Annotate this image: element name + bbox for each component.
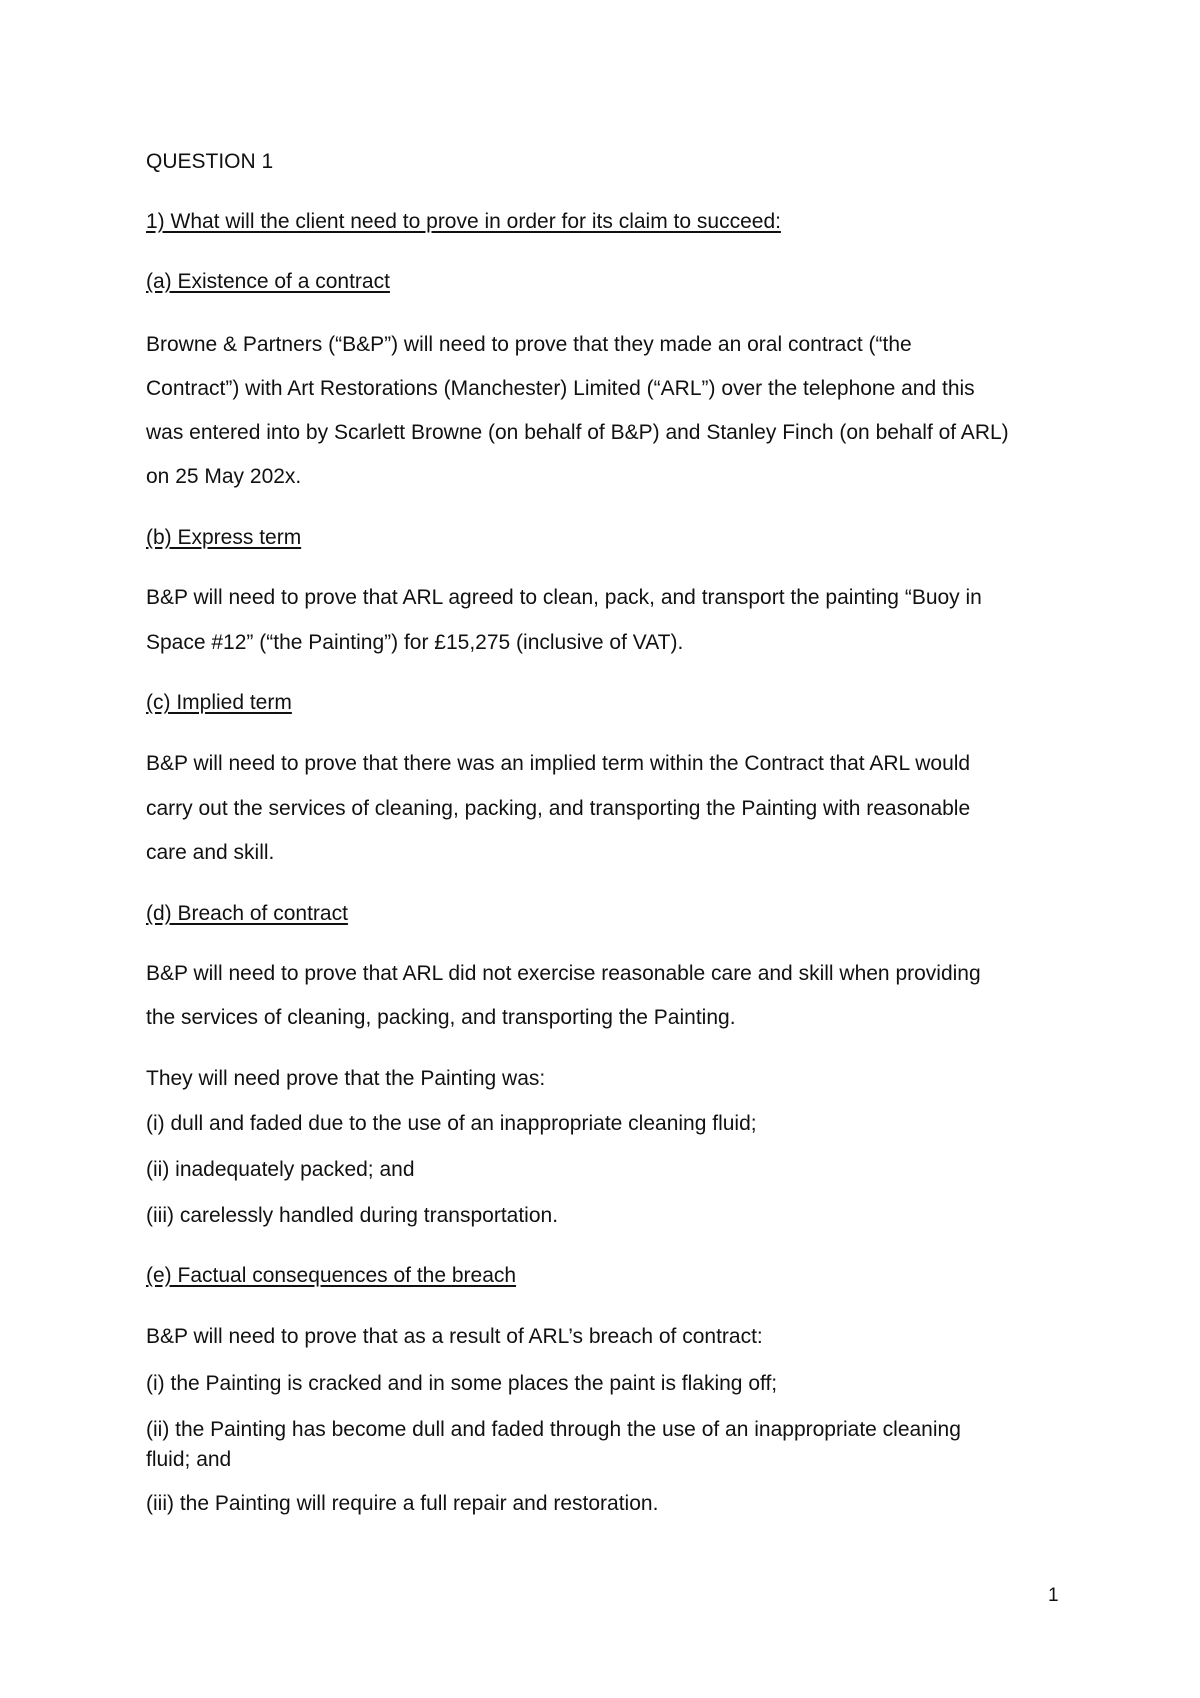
section-b-heading: (b) Express term <box>146 526 302 549</box>
section-d-list-item: (iii) carelessly handled during transportation. <box>146 1204 559 1227</box>
section-e-list-item: fluid; and <box>146 1448 232 1471</box>
section-b-line: B&P will need to prove that ARL agreed to clean, pack, and transport the painting “Buoy in <box>146 586 982 609</box>
section-c-heading: (c) Implied term <box>146 691 292 714</box>
section-d-list-item: (ii) inadequately packed; and <box>146 1158 415 1181</box>
section-b-line: Space #12” (“the Painting”) for £15,275 (inclusive of VAT). <box>146 631 684 654</box>
section-a-line: on 25 May 202x. <box>146 465 302 488</box>
section-c-line: care and skill. <box>146 841 275 864</box>
question-prompt: 1) What will the client need to prove in order for its claim to succeed: <box>146 210 781 233</box>
section-e-heading: (e) Factual consequences of the breach <box>146 1264 517 1287</box>
section-d-heading: (d) Breach of contract <box>146 902 348 925</box>
section-e-list-item: (iii) the Painting will require a full repair and restoration. <box>146 1492 659 1515</box>
section-d-intro: They will need prove that the Painting was: <box>146 1067 546 1090</box>
section-c-line: B&P will need to prove that there was an implied term within the Contract that ARL would <box>146 752 971 775</box>
section-c-line: carry out the services of cleaning, packing, and transporting the Painting with reasonable <box>146 797 971 820</box>
section-a-heading: (a) Existence of a contract <box>146 270 390 293</box>
page-number: 1 <box>1048 1585 1059 1606</box>
section-a-line: Contract”) with Art Restorations (Manchester) Limited (“ARL”) over the telephone and this <box>146 377 975 400</box>
section-a-line: Browne & Partners (“B&P”) will need to prove that they made an oral contract (“the <box>146 333 912 356</box>
section-d-list-item: (i) dull and faded due to the use of an inappropriate cleaning fluid; <box>146 1112 757 1135</box>
question-heading: QUESTION 1 <box>146 150 274 173</box>
section-e-list-item: (i) the Painting is cracked and in some places the paint is flaking off; <box>146 1372 778 1395</box>
section-d-line: the services of cleaning, packing, and transporting the Painting. <box>146 1006 736 1029</box>
section-a-line: was entered into by Scarlett Browne (on behalf of B&P) and Stanley Finch (on behalf of ARL) <box>146 421 1009 444</box>
section-d-line: B&P will need to prove that ARL did not exercise reasonable care and skill when providing <box>146 962 981 985</box>
section-e-list-item: (ii) the Painting has become dull and faded through the use of an inappropriate cleaning <box>146 1418 961 1441</box>
section-e-intro: B&P will need to prove that as a result of ARL’s breach of contract: <box>146 1325 763 1348</box>
